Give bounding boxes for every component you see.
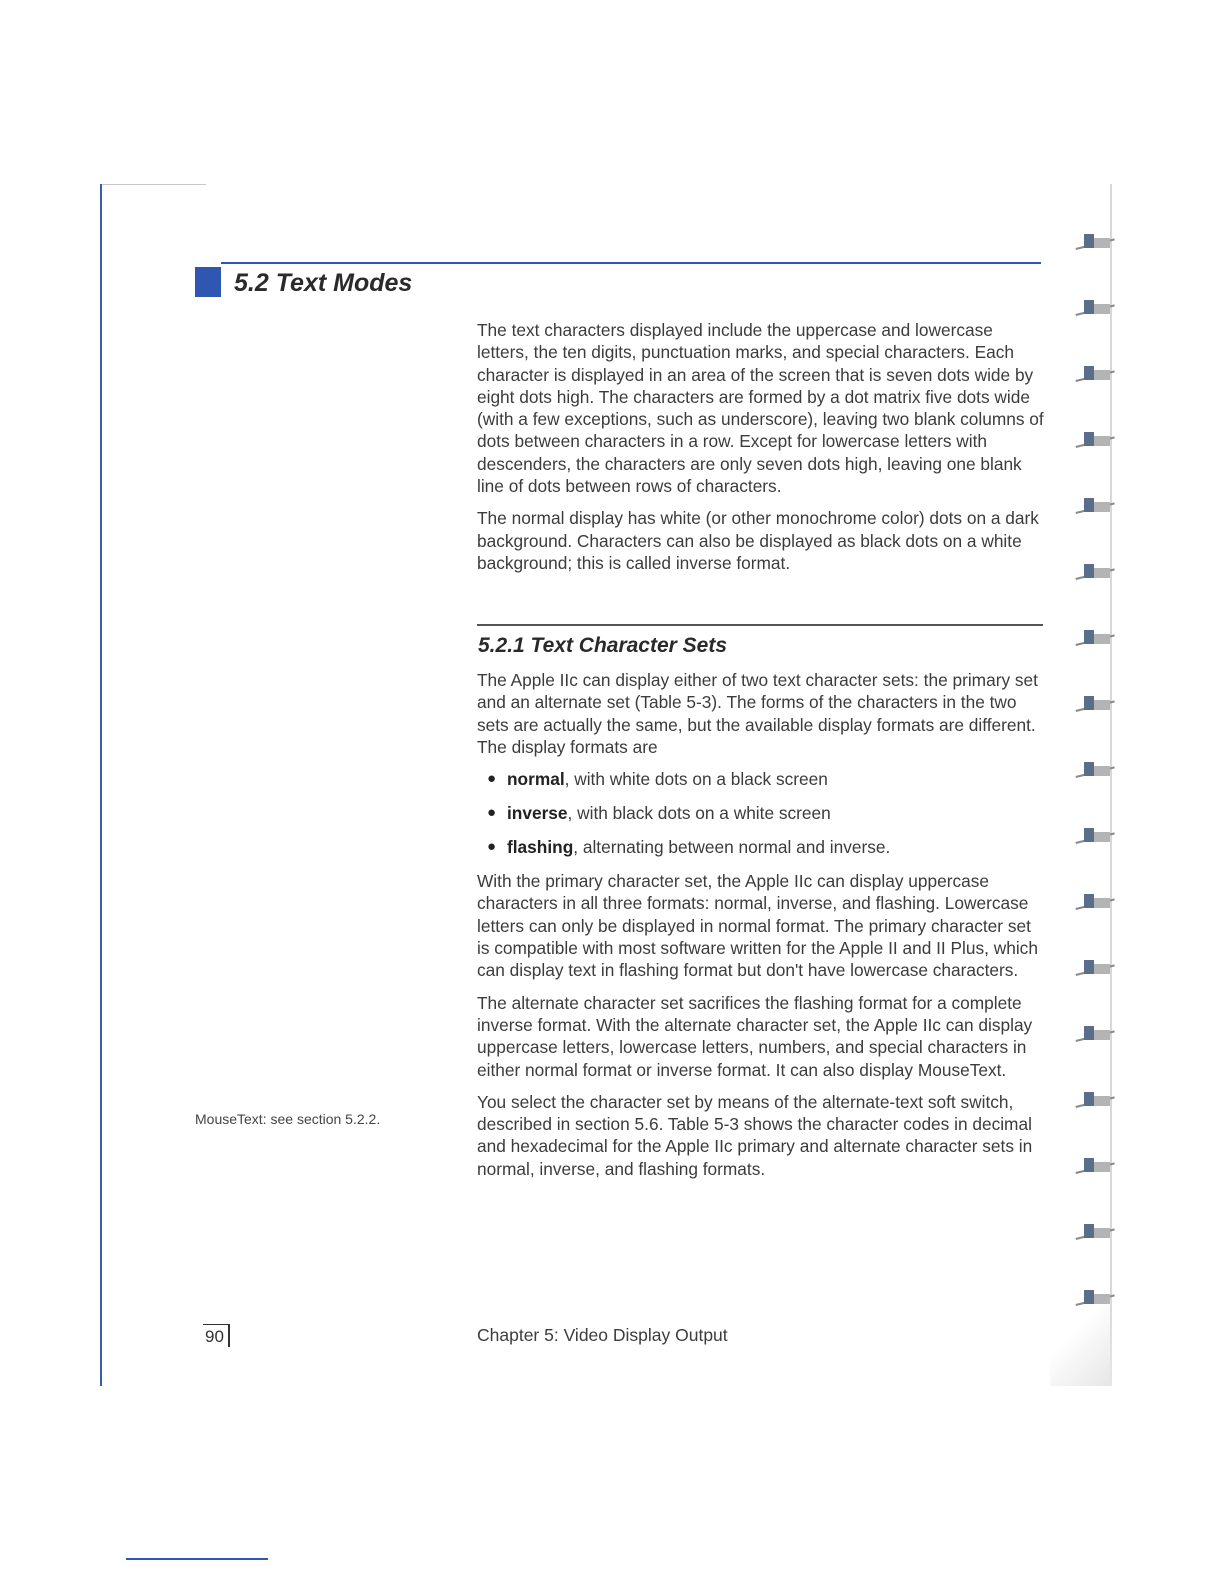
binding-tab-mark <box>1084 894 1094 908</box>
binding-tab-shade <box>1094 436 1110 446</box>
page-frame-left <box>100 184 102 1386</box>
binding-tab-shade <box>1094 304 1110 314</box>
binding-tab <box>1076 286 1116 322</box>
list-item <box>477 802 1045 824</box>
binding-tab <box>1076 616 1116 652</box>
binding-tab-shade <box>1094 766 1110 776</box>
binding-tab <box>1076 484 1116 520</box>
binding-tab-mark <box>1084 1158 1094 1172</box>
section-paragraph: The text characters displayed include the uppercase and lowercase letters, the ten digits, punctuation marks, and special characters. Each character is displayed in an area of the screen that is seven dots wide by eight dots high. The characters are formed by a dot matrix five dots wide (with a few exceptions, such as underscore), leaving two blank columns of dots between characters in a row. Except for lowercase letters with descenders, the characters are only seven dots high, leaving one blank line of dots between rows of characters. <box>477 320 1044 497</box>
binding-tab-shade <box>1094 700 1110 710</box>
binding-tab-shade <box>1094 568 1110 578</box>
binding-tab-shade <box>1094 1096 1110 1106</box>
format-term: normal <box>507 769 565 790</box>
format-description: , alternating between normal and inverse. <box>573 837 891 858</box>
binding-tab-mark <box>1084 1092 1094 1106</box>
binding-tab-mark <box>1084 564 1094 578</box>
bullet-icon: ● <box>487 838 497 856</box>
bottom-rule <box>126 1558 268 1560</box>
binding-tab <box>1076 682 1116 718</box>
binding-tab-shade <box>1094 1228 1110 1238</box>
binding-tab <box>1076 220 1116 256</box>
binding-tab <box>1076 1210 1116 1246</box>
binding-tab <box>1076 814 1116 850</box>
subsection-paragraph: The alternate character set sacrifices the flashing format for a complete inverse format. With the alternate character set, the Apple IIc can display uppercase letters, lowercase letters, numbers, and special characters in either normal format or inverse format. It can also display MouseText. <box>477 992 1033 1080</box>
binding-tab-shade <box>1094 238 1110 248</box>
subsection-paragraph: With the primary character set, the Apple IIc can display uppercase characters in all three formats: normal, inverse, and flashing. Lowercase letters can only be displayed in normal format. The primary character set is compatible with most software written for the Apple II and II Plus, which can display text in flashing format but don't have lowercase characters. <box>477 871 1038 981</box>
binding-tab-mark <box>1084 234 1094 248</box>
spine-shadow <box>1050 1290 1112 1386</box>
binding-tab-shade <box>1094 832 1110 842</box>
list-item <box>477 836 1045 858</box>
subsection-title: 5.2.1 Text Character Sets <box>478 634 728 657</box>
binding-tab <box>1076 1012 1116 1048</box>
binding-tab-shade <box>1094 964 1110 974</box>
binding-tab-shade <box>1094 898 1110 908</box>
subsection-body <box>477 669 1045 1190</box>
format-list <box>477 768 1045 858</box>
binding-tab-mark <box>1084 1224 1094 1238</box>
format-description: , with black dots on a white screen <box>567 803 831 824</box>
binding-tab-mark <box>1084 960 1094 974</box>
subsection-rule <box>477 624 1043 626</box>
binding-tab <box>1076 946 1116 982</box>
binding-tab-mark <box>1084 762 1094 776</box>
binding-tab-shade <box>1094 1030 1110 1040</box>
binding-tab-shade <box>1094 1162 1110 1172</box>
list-item <box>477 768 1045 790</box>
binding-tab-shade <box>1094 634 1110 644</box>
page-frame-top <box>100 184 206 185</box>
binding-tab-mark <box>1084 1026 1094 1040</box>
running-footer: Chapter 5: Video Display Output <box>477 1325 728 1345</box>
binding-tab-shade <box>1094 502 1110 512</box>
format-term: inverse <box>507 803 568 824</box>
binding-tab-mark <box>1084 366 1094 380</box>
binding-tab <box>1076 748 1116 784</box>
binding-tab-mark <box>1084 432 1094 446</box>
binding-tab <box>1076 880 1116 916</box>
format-term: flashing <box>507 837 574 858</box>
section-marker <box>195 267 221 297</box>
format-description: , with white dots on a black screen <box>564 769 828 790</box>
binding-tab-shade <box>1094 370 1110 380</box>
section-rule <box>221 262 1041 264</box>
binding-tab <box>1076 352 1116 388</box>
binding-tab-mark <box>1084 498 1094 512</box>
section-title: 5.2 Text Modes <box>234 269 413 297</box>
binding-tab <box>1076 1144 1116 1180</box>
binding-tab <box>1076 550 1116 586</box>
section-body <box>477 319 1045 584</box>
binding-tab-mark <box>1084 300 1094 314</box>
page-number: 90 <box>203 1324 230 1347</box>
subsection-intro: The Apple IIc can display either of two text character sets: the primary set and an alternate set (Table 5-3). The forms of the characters in the two sets are actually the same, but the available display formats are different. The display formats are <box>477 670 1038 757</box>
binding-tab-mark <box>1084 696 1094 710</box>
bullet-icon: ● <box>487 804 497 822</box>
binding-tab <box>1076 1078 1116 1114</box>
margin-note: MouseText: see section 5.2.2. <box>195 1111 381 1127</box>
binding-tab-mark <box>1084 828 1094 842</box>
bullet-icon: ● <box>487 770 497 788</box>
binding-tab-mark <box>1084 630 1094 644</box>
binding-tab <box>1076 418 1116 454</box>
section-paragraph: The normal display has white (or other monochrome color) dots on a dark background. Characters can also be displayed as black dots on a white background; this is called inverse format. <box>477 508 1039 573</box>
subsection-paragraph: You select the character set by means of the alternate-text soft switch, described in section 5.6. Table 5-3 shows the character codes in decimal and hexadecimal for the Apple IIc primary and alternate character sets in normal, inverse, and flashing formats. <box>477 1091 1033 1179</box>
index-tabs <box>1068 220 1124 1380</box>
